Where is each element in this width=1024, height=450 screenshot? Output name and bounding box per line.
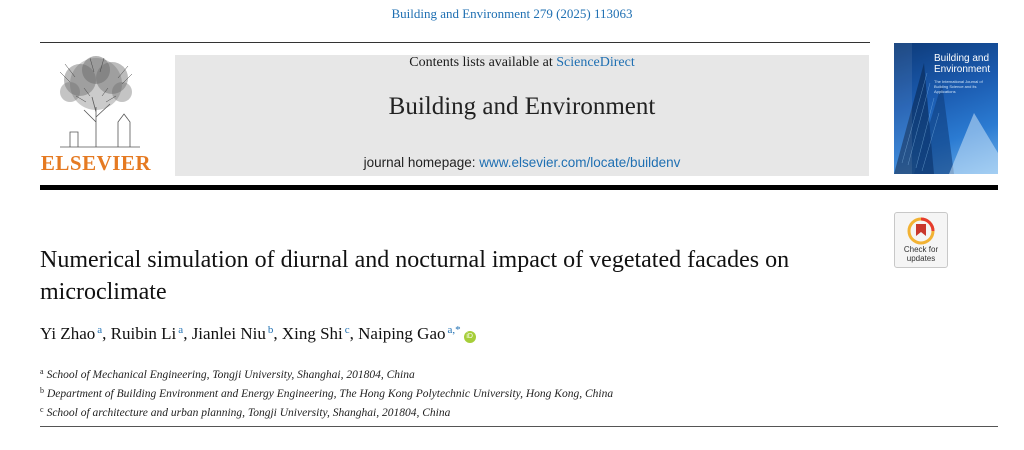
contents-prefix: Contents lists available at bbox=[409, 55, 553, 70]
journal-title: Building and Environment bbox=[388, 93, 656, 120]
elsevier-wordmark: ELSEVIER bbox=[40, 151, 152, 175]
journal-homepage-link[interactable]: www.elsevier.com/locate/buildenv bbox=[479, 155, 681, 170]
affiliation-item: $^a$ School of Mechanical Engineering, Tongji University, Shanghai, 201804, China bbox=[40, 367, 415, 381]
header-divider bbox=[40, 42, 870, 43]
section-divider bbox=[40, 426, 998, 427]
author-name[interactable]: Naiping Gao bbox=[358, 324, 446, 343]
article-title: Numerical simulation of diurnal and nocturnal impact of vegetated facades on microclimate bbox=[40, 247, 790, 305]
cover-subtitle: The International Journal of Building Science and its Applications bbox=[934, 79, 983, 94]
orcid-icon[interactable]: iD bbox=[464, 331, 476, 343]
author-list: Yi Zhao $^a$, Ruibin Li $^a$, Jianlei Niu $^b$, Xing Shi $^c$, Naiping Gao $^{a,*}$iD bbox=[40, 324, 740, 344]
elsevier-tree-icon bbox=[40, 52, 152, 150]
journal-citation[interactable]: Building and Environment 279 (2025) 113063 bbox=[391, 6, 633, 21]
author-name[interactable]: Xing Shi bbox=[281, 324, 343, 343]
author-affiliation-mark[interactable]: a bbox=[97, 324, 103, 336]
affiliations bbox=[40, 364, 940, 421]
cover-title: Building and Environment bbox=[934, 53, 991, 75]
check-updates-label: Check for updates bbox=[903, 245, 939, 263]
sciencedirect-link[interactable]: ScienceDirect bbox=[556, 55, 635, 70]
author-affiliation-mark[interactable]: b bbox=[267, 324, 274, 336]
contents-line bbox=[175, 55, 869, 71]
author-affiliation-mark[interactable]: a,* bbox=[447, 324, 461, 336]
affiliation-item: $^c$ School of architecture and urban planning, Tongji University, Shanghai, 201804, China bbox=[40, 405, 451, 419]
author-name[interactable]: Jianlei Niu bbox=[191, 324, 266, 343]
check-updates-icon bbox=[895, 213, 947, 247]
author-name[interactable]: Yi Zhao bbox=[40, 324, 96, 343]
header-thick-rule bbox=[40, 185, 998, 190]
author-affiliation-mark[interactable]: c bbox=[344, 324, 350, 336]
author-name[interactable]: Ruibin Li bbox=[110, 324, 177, 343]
author-affiliation-mark[interactable]: a bbox=[178, 324, 184, 336]
homepage-prefix: journal homepage: bbox=[363, 155, 476, 170]
homepage-line bbox=[175, 155, 869, 170]
affiliation-item: $^b$ Department of Building Environment and Energy Engineering, The Hong Kong Polytechnic University, Hong Kong, China bbox=[40, 386, 614, 400]
